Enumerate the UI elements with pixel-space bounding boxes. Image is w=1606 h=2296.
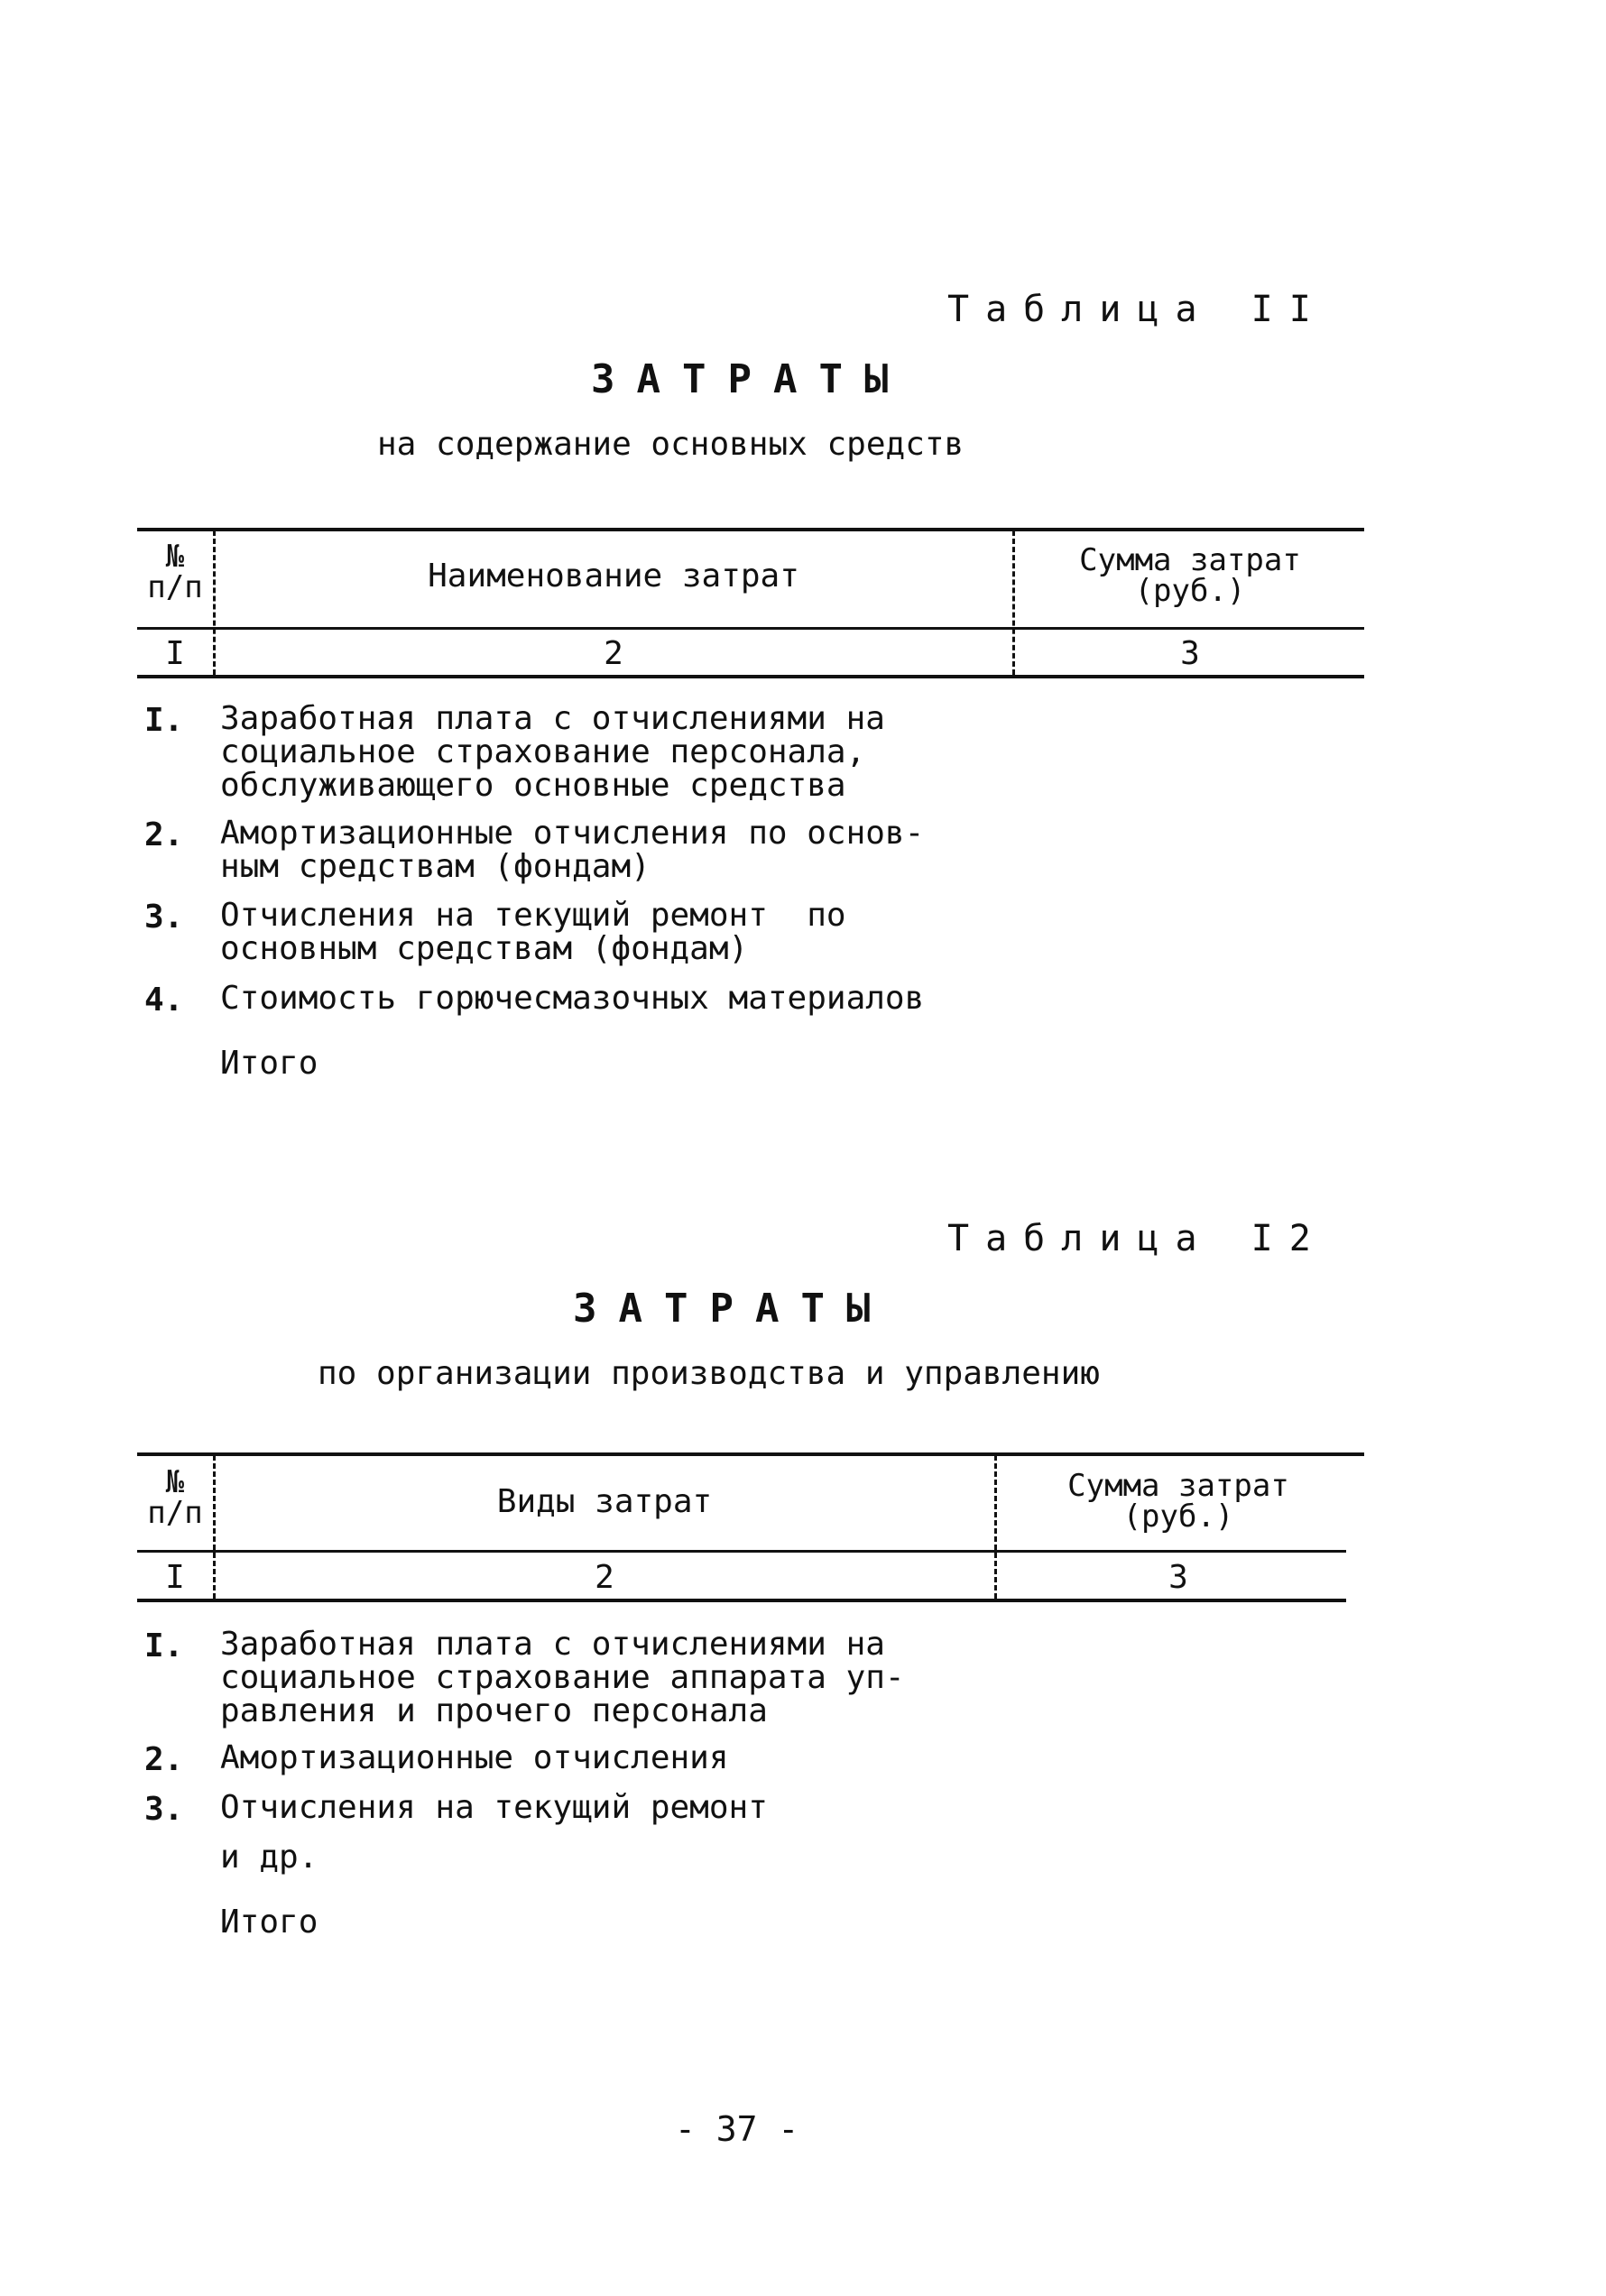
table-12-subtitle: по организации производства и управлению	[318, 1355, 1100, 1392]
table-11-item-3-num: 3.	[144, 899, 184, 936]
table-11-header-name: Наименование затрат	[428, 558, 799, 595]
table-11-header-number: № п/п	[147, 539, 203, 605]
table-12-header-name: Виды затрат	[496, 1483, 713, 1520]
table-11-item-4-text: Стоимость горючесмазочных материалов	[220, 980, 925, 1017]
table-11-subtitle: на содержание основных средств	[377, 426, 965, 463]
table-12-item-2-num: 2.	[144, 1741, 184, 1778]
table-11-item-1-text: Заработная плата с отчислениями на социальное страхование персонала, обслуживающего основные средства	[220, 700, 885, 804]
table-12-item-3-num: 3.	[144, 1791, 184, 1828]
table-11-colnum-3: 3	[1180, 635, 1200, 672]
table-12-item-3-text: Отчисления на текущий ремонт	[220, 1789, 768, 1826]
table-12-col-divider-2	[994, 1455, 997, 1599]
table-12-bottom-rule	[137, 1599, 1346, 1602]
table-12-total: Итого	[220, 1904, 318, 1941]
table-12-header-rule	[137, 1550, 1346, 1553]
table-11-total: Итого	[220, 1045, 318, 1082]
table-11-item-2-num: 2.	[144, 816, 184, 853]
table-11-col-divider-1	[213, 530, 216, 675]
table-11-item-4-num: 4.	[144, 982, 184, 1019]
table-11-colnum-2: 2	[604, 635, 623, 672]
table-11-item-3-text: Отчисления на текущий ремонт по основным средствам (фондам)	[220, 897, 846, 967]
table-11-col-divider-2	[1012, 530, 1015, 675]
page-number: - 37 -	[675, 2109, 799, 2149]
table-12-header-number: № п/п	[147, 1464, 203, 1531]
table-12-heading: ЗАТРАТЫ	[573, 1286, 892, 1332]
table-12-extra: и др.	[220, 1839, 318, 1876]
table-11-colnum-1: I	[165, 635, 185, 672]
table-12-col-divider-1	[213, 1455, 216, 1599]
table-11-header-sum: Сумма затрат (руб.)	[1079, 542, 1301, 609]
table-12-colnum-2: 2	[595, 1559, 614, 1596]
table-12-colnum-1: I	[165, 1559, 185, 1596]
table-12-header-sum: Сумма затрат (руб.)	[1067, 1468, 1289, 1535]
table-11-item-2-text: Амортизационные отчисления по основ- ным средствам (фондам)	[220, 815, 925, 885]
table-11-header-rule	[137, 627, 1364, 630]
table-11-label: Таблица II	[947, 289, 1327, 330]
table-12-item-1-num: I.	[144, 1627, 184, 1664]
table-12-item-2-text: Амортизационные отчисления	[220, 1739, 729, 1776]
table-12-top-rule	[137, 1452, 1364, 1456]
table-12-colnum-3: 3	[1168, 1559, 1188, 1596]
table-11-top-rule	[137, 528, 1364, 531]
table-11-heading: ЗАТРАТЫ	[591, 356, 910, 402]
table-11-item-1-num: I.	[144, 702, 184, 739]
table-12-item-1-text: Заработная плата с отчислениями на социальное страхование аппарата уп- равления и прочего персонала	[220, 1626, 905, 1729]
table-11-bottom-rule	[137, 675, 1364, 678]
table-12-label: Таблица I2	[947, 1218, 1327, 1259]
